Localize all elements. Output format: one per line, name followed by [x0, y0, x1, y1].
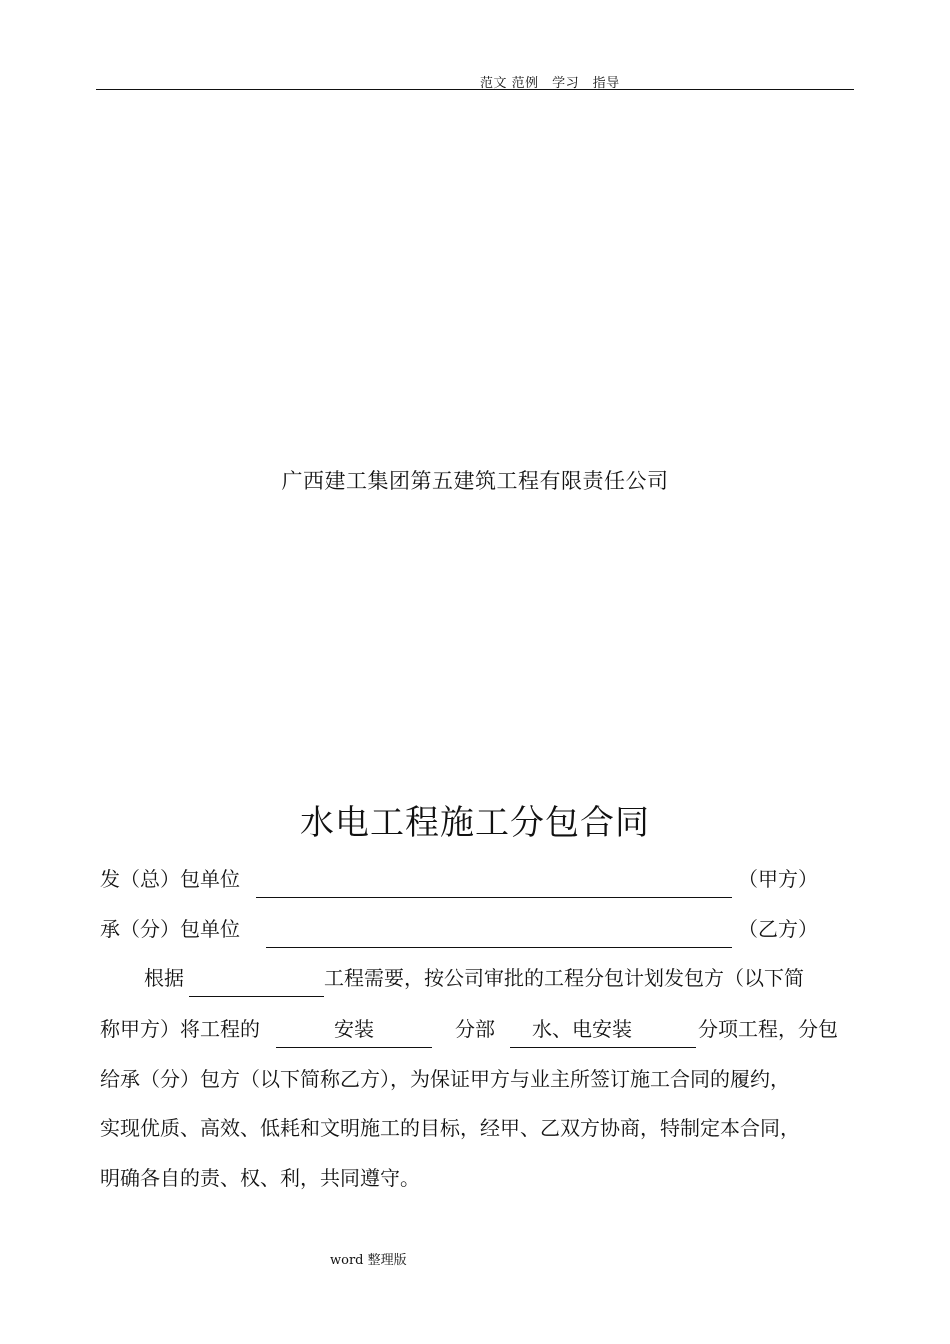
body-line-3: [100, 1061, 852, 1097]
body-line1-suffix: 工程需要，按公司审批的工程分包计划发包方（以下简: [324, 966, 804, 990]
body-line1-prefix: 根据: [144, 966, 184, 990]
body-line2-suffix: 分项工程，分包: [698, 1017, 838, 1041]
body-line2-prefix: 称甲方）将工程的: [100, 1017, 260, 1041]
item-field[interactable]: [510, 1047, 696, 1048]
body-line5-text: 明确各自的责、权、利，共同遵守。: [100, 1166, 420, 1190]
party-a-line: [100, 861, 852, 897]
party-a-field[interactable]: [256, 897, 732, 898]
item-field-value: 水、电安装: [532, 1017, 632, 1041]
division-field[interactable]: [276, 1047, 432, 1048]
party-b-field[interactable]: [266, 947, 732, 948]
project-name-field[interactable]: [189, 996, 324, 997]
header-rule: [96, 89, 854, 90]
body-line4-text: 实现优质、高效、低耗和文明施工的目标，经甲、乙双方协商，特制定本合同，: [100, 1116, 800, 1140]
party-a-label: 发（总）包单位: [100, 867, 240, 891]
party-b-label: 承（分）包单位: [100, 917, 240, 941]
party-a-suffix: （甲方）: [738, 867, 818, 891]
body-line-2: [100, 1011, 852, 1047]
footer-text: word 整理版: [330, 1253, 407, 1268]
body-line-1: [100, 960, 852, 996]
company-name: 广西建工集团第五建筑工程有限责任公司: [281, 469, 669, 493]
body-line2-mid: 分部: [455, 1017, 495, 1041]
body-line-4: [100, 1110, 852, 1146]
division-field-value: 安装: [334, 1017, 374, 1041]
party-b-line: [100, 911, 852, 947]
body-line3-text: 给承（分）包方（以下简称乙方），为保证甲方与业主所签订施工合同的履约，: [100, 1067, 790, 1091]
body-line-5: [100, 1160, 852, 1196]
header-text: 范文 范例 学习 指导: [480, 76, 620, 91]
contract-title: 水电工程施工分包合同: [300, 803, 650, 843]
party-b-suffix: （乙方）: [738, 917, 818, 941]
